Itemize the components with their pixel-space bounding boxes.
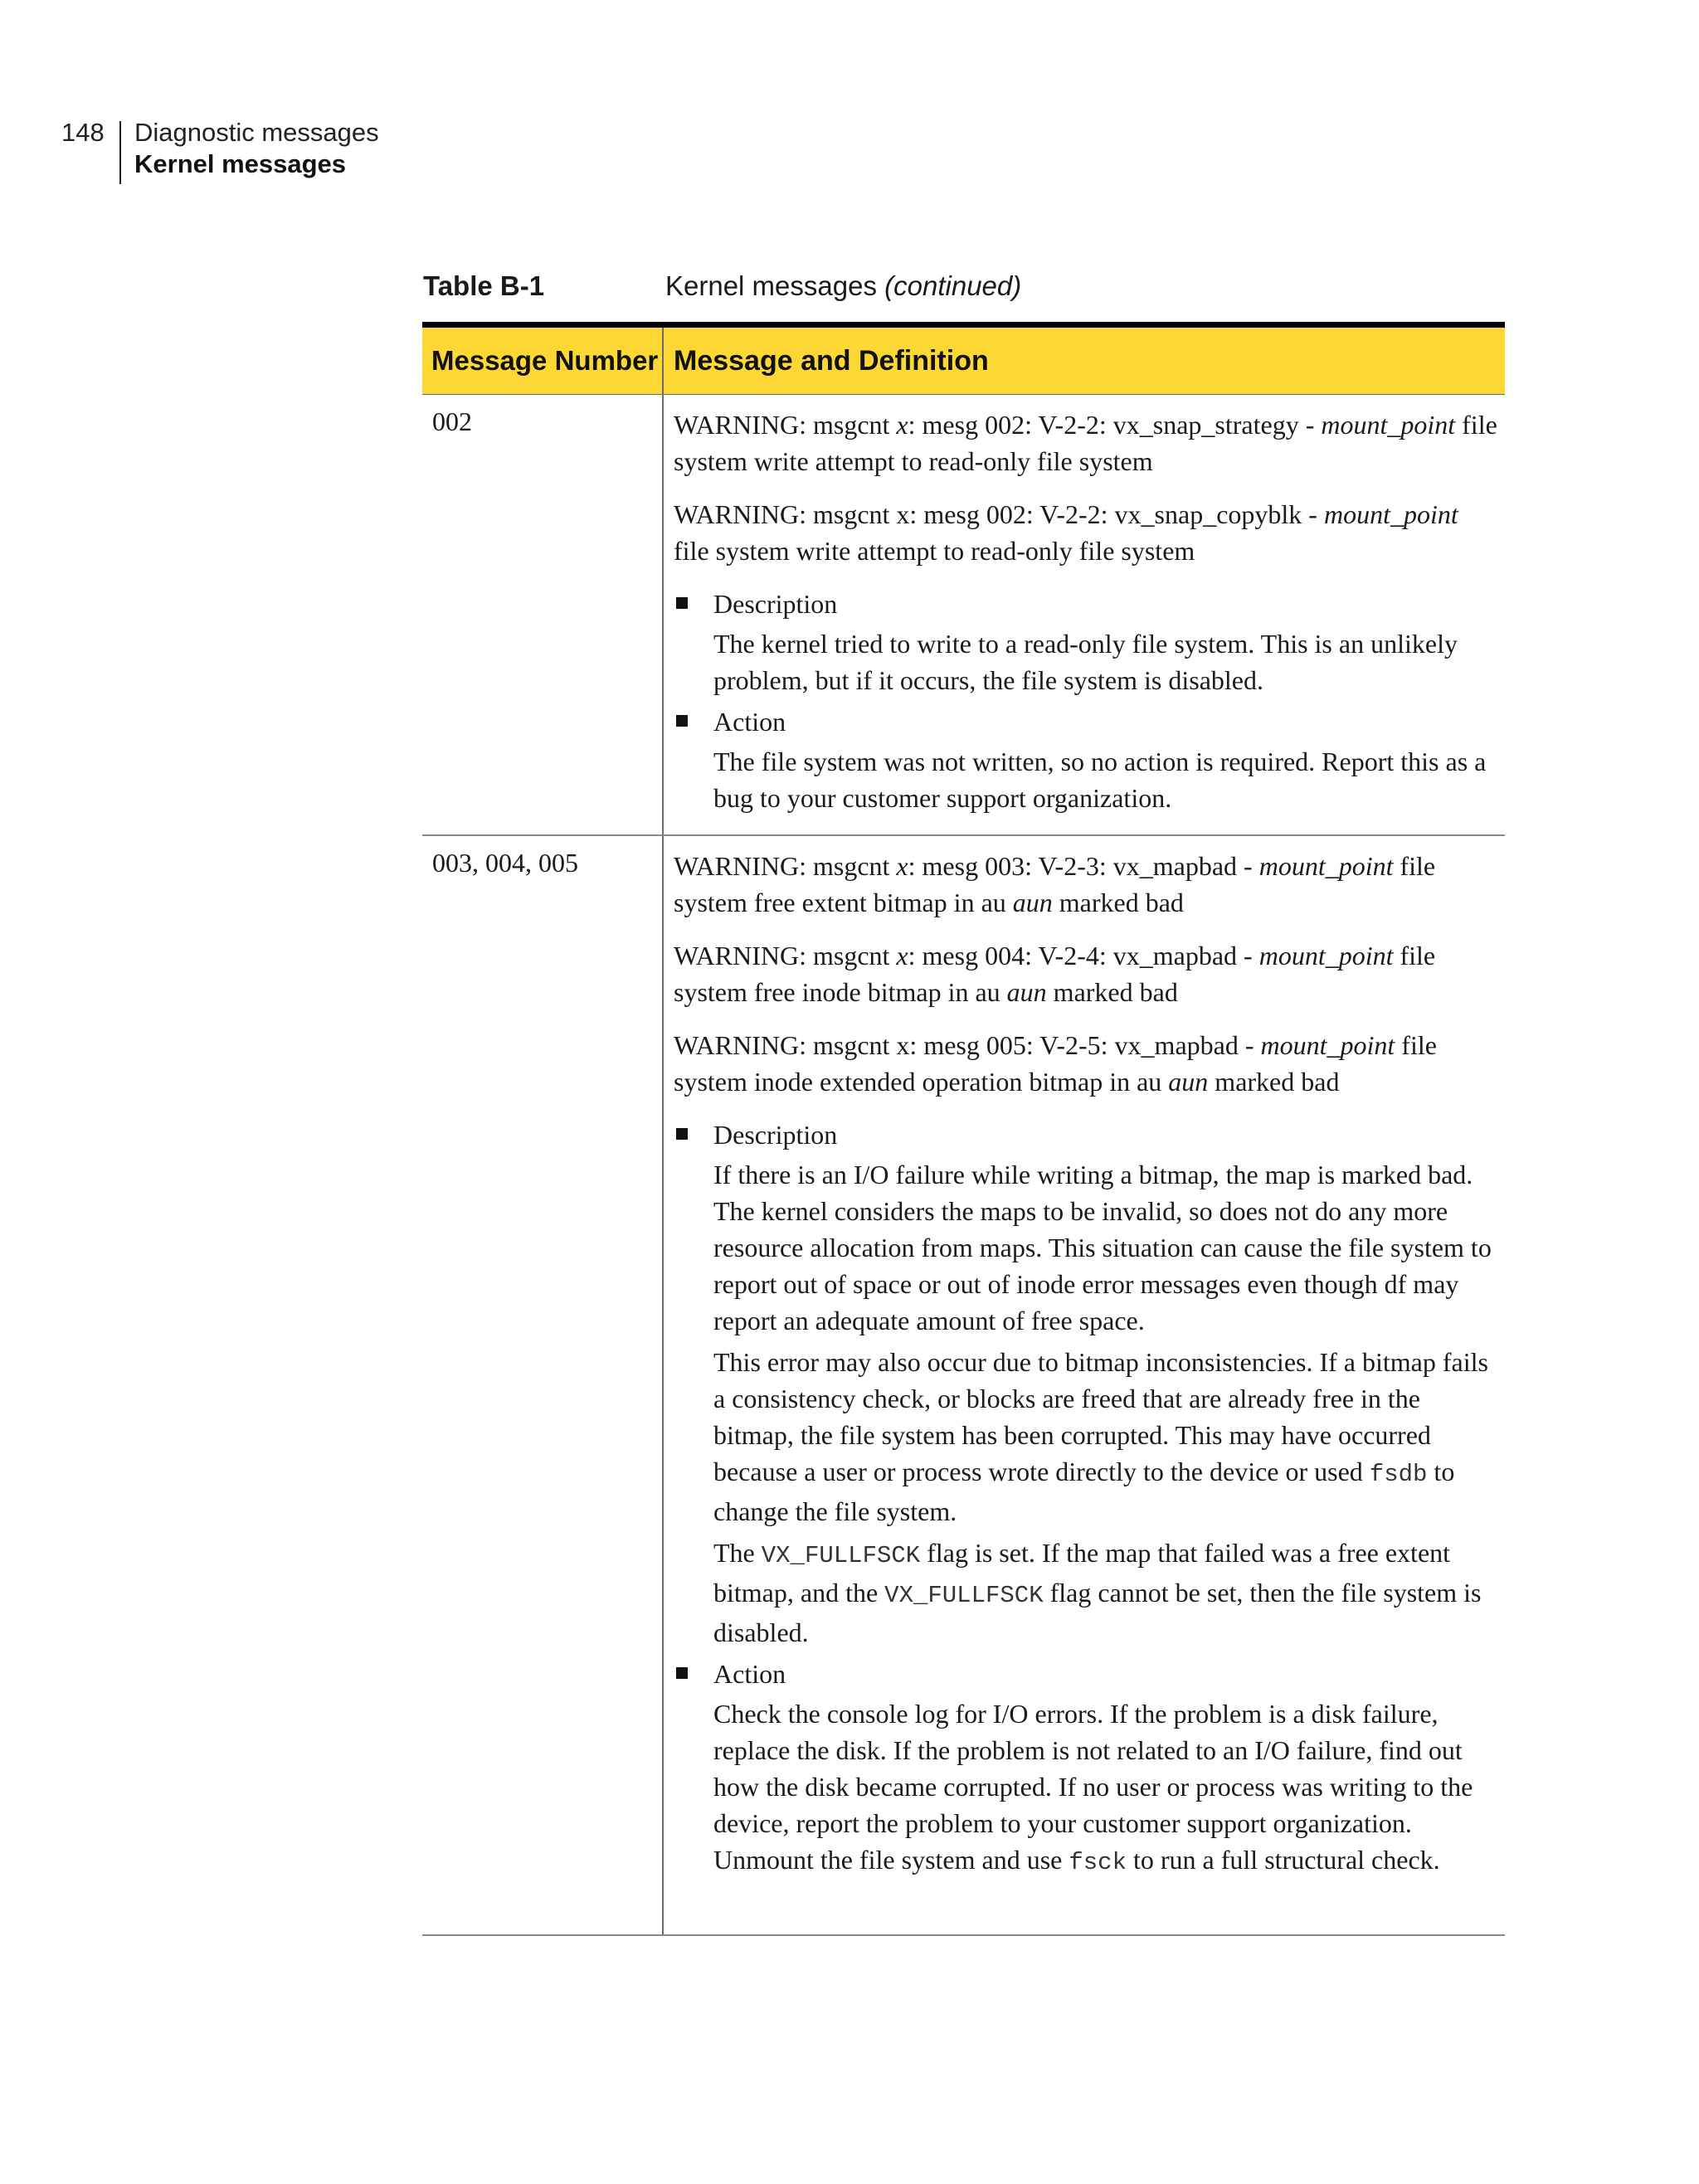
msg-var: x [896, 410, 908, 440]
chapter-title: Diagnostic messages [134, 118, 379, 147]
description-text: The kernel tried to write to a read-only file system. This is an unlikely problem, but if it occurs, the file system is disabled. [713, 629, 1458, 695]
action-bullet [674, 1656, 1498, 1881]
bullet-label: Action [713, 707, 786, 737]
msg-text: : mesg 003: V-2-3: vx_mapbad - [908, 851, 1259, 881]
msg-text: WARNING: msgcnt [674, 941, 897, 970]
code-flag: VX_FULLFSCK [884, 1582, 1044, 1609]
msg-var: aun [1012, 888, 1053, 917]
desc-text: The [713, 1538, 762, 1568]
message-definition-cell [664, 395, 1505, 834]
bullet-label: Description [713, 589, 838, 619]
table-row [422, 395, 1505, 836]
desc-text: This error may also occur due to bitmap inconsistencies. If a bitmap fails a consistency check, or blocks are freed that are already free in the bitmap, the file system has been corrupted. This may have occurred because a user or process wrote directly to the device or used [713, 1347, 1488, 1486]
warning-message [674, 937, 1498, 1010]
action-text [713, 1695, 1498, 1881]
message-definition-cell [664, 836, 1505, 1934]
warning-message [674, 848, 1498, 921]
table-header-row [422, 328, 1505, 395]
section-title: Kernel messages [134, 149, 347, 178]
bullet-label: Action [713, 1659, 786, 1689]
msg-var: x [896, 851, 908, 881]
desc-text: to change the file system. [713, 1457, 1455, 1526]
msg-var: aun [1006, 977, 1047, 1007]
msg-var: mount_point [1258, 941, 1394, 970]
page-number: 148 [61, 118, 105, 147]
table-title-suffix: (continued) [884, 270, 1022, 301]
action-body: Check the console log for I/O errors. If the problem is a disk failure, replace the disk. If the problem is not related to an I/O failure, find out how the disk became corrupted. If no user or process was writing to the device, report the problem to your customer support organization. Unmount the file system and use [713, 1699, 1473, 1875]
table-row [422, 836, 1505, 1936]
msg-text: : mesg 004: V-2-4: vx_mapbad - [908, 941, 1259, 970]
msg-text: marked bad [1208, 1067, 1340, 1097]
description-text: If there is an I/O failure while writing a bitmap, the map is marked bad. The kernel considers the maps to be invalid, so does not do any more resource allocation from maps. This situation can cause the file system to report out of space or out of inode error messages even though df may report an adequate amount of free space. [713, 1160, 1492, 1335]
action-bullet [674, 703, 1498, 816]
warning-message [674, 406, 1498, 479]
msg-var: mount_point [1258, 851, 1394, 881]
msg-var: mount_point [1321, 410, 1456, 440]
table-id: Table B-1 [423, 270, 545, 301]
msg-text: WARNING: msgcnt x: mesg 002: V-2-2: vx_snap_copyblk - [674, 499, 1324, 529]
table-top-rule [422, 322, 1505, 328]
bullet-icon [676, 1667, 688, 1679]
table-caption [423, 270, 1022, 302]
action-body: to run a full structural check. [1127, 1845, 1440, 1875]
header-message-definition: Message and Definition [674, 345, 989, 377]
message-number-cell: 002 [422, 395, 664, 834]
msg-var: mount_point [1260, 1030, 1395, 1060]
action-text: The file system was not written, so no action is required. Report this as a bug to your customer support organization. [713, 747, 1487, 813]
desc-text: flag cannot be set, then the file system is disabled. [713, 1578, 1482, 1647]
msg-text: WARNING: msgcnt x: mesg 005: V-2-5: vx_mapbad - [674, 1030, 1261, 1060]
description-text [713, 1535, 1498, 1651]
msg-text: file system inode extended operation bitmap in au [674, 1030, 1437, 1097]
description-bullet [674, 1116, 1498, 1651]
code-flag: VX_FULLFSCK [761, 1542, 921, 1569]
msg-var: aun [1168, 1067, 1209, 1097]
bullet-icon [676, 715, 688, 727]
table-title [665, 270, 1021, 302]
bullet-icon [676, 1128, 688, 1140]
description-text [713, 1344, 1498, 1530]
warning-message [674, 496, 1498, 569]
code-fsck: fsck [1069, 1849, 1127, 1876]
warning-message [674, 1027, 1498, 1100]
bullet-label: Description [713, 1120, 838, 1150]
msg-text: WARNING: msgcnt [674, 851, 897, 881]
message-number-cell: 003, 004, 005 [422, 836, 664, 1934]
msg-text: WARNING: msgcnt [674, 410, 897, 440]
desc-text: flag is set. If the map that failed was a free extent bitmap, and the [713, 1538, 1451, 1608]
msg-text: : mesg 002: V-2-2: vx_snap_strategy - [908, 410, 1322, 440]
msg-text: file system free extent bitmap in au [674, 851, 1436, 917]
header-message-number: Message Number [422, 328, 664, 394]
msg-text: marked bad [1046, 977, 1178, 1007]
msg-var: x [896, 941, 908, 970]
kernel-messages-table [422, 322, 1505, 1936]
msg-text: marked bad [1052, 888, 1184, 917]
msg-text: file system write attempt to read-only file system [674, 410, 1497, 476]
description-bullet [674, 586, 1498, 698]
msg-text: file system free inode bitmap in au [674, 941, 1436, 1007]
msg-text: file system write attempt to read-only file system [674, 536, 1195, 566]
msg-var: mount_point [1323, 499, 1458, 529]
bullet-icon [676, 597, 688, 609]
table-title-text: Kernel messages [665, 270, 877, 301]
header-divider [119, 121, 121, 184]
code-fsdb: fsdb [1369, 1461, 1428, 1488]
